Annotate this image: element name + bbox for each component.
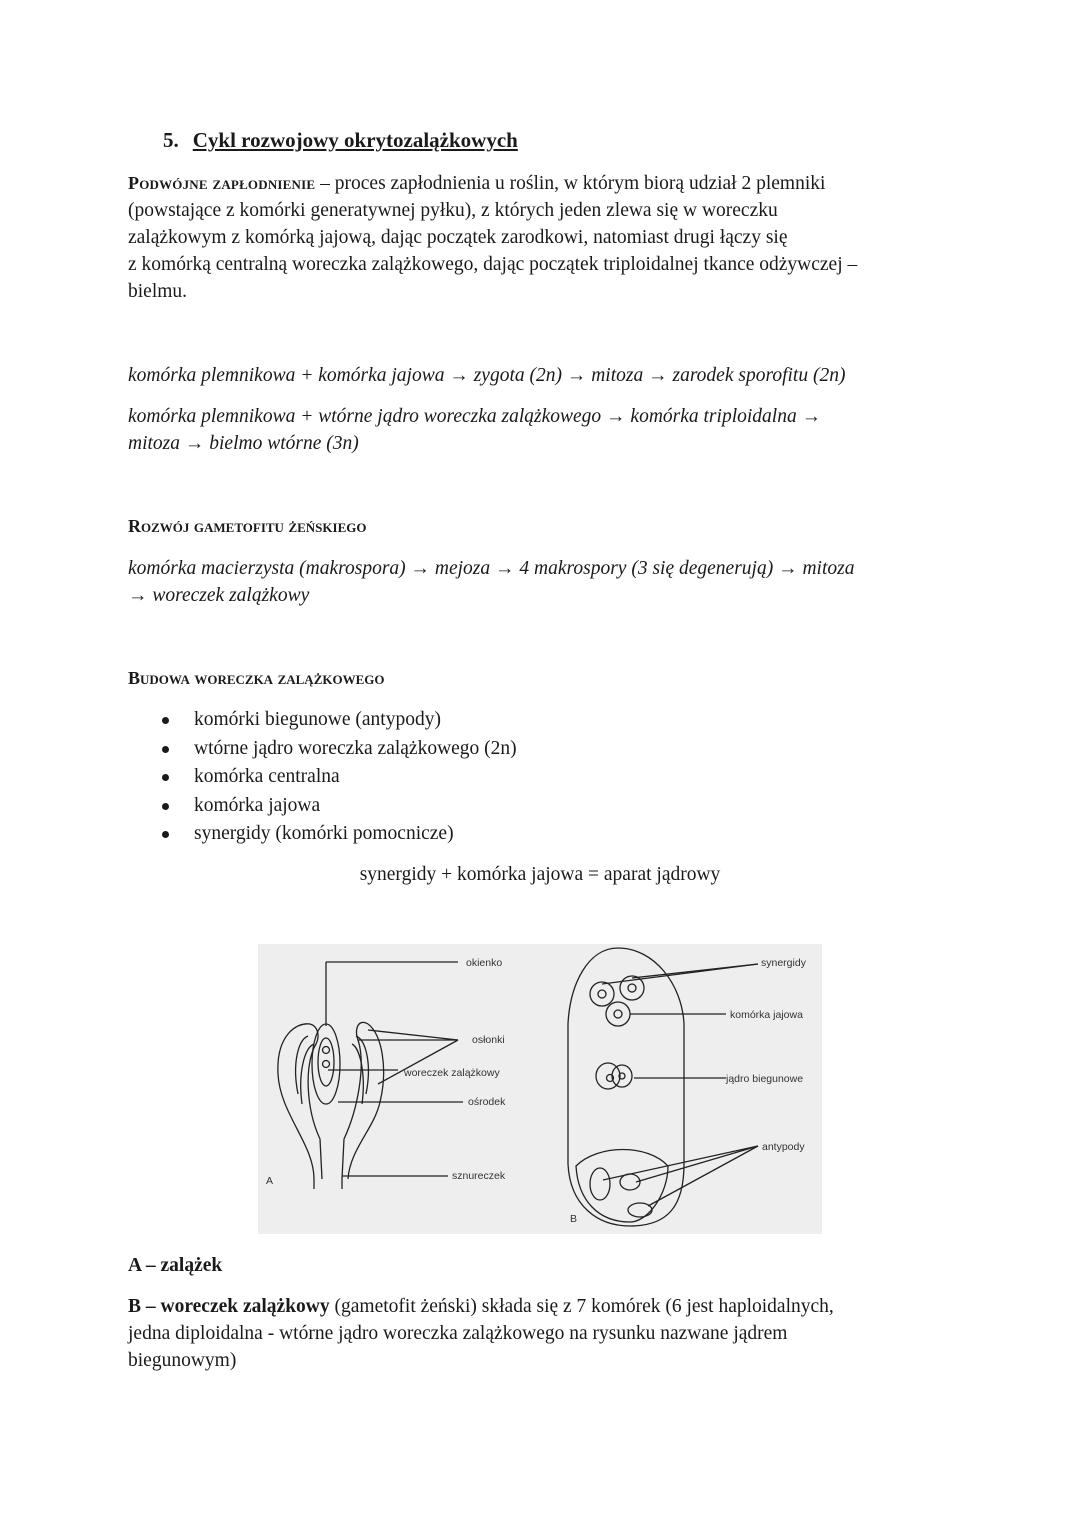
section-title-text: Cykl rozwojowy okrytozalążkowych — [192, 128, 518, 152]
inner-integument-left — [296, 1036, 314, 1104]
outer-integument-left — [278, 1024, 322, 1179]
caption-b-line-1: (gametofit żeński) składa się z 7 komórek (6 jest haploidalnych, — [334, 1296, 834, 1317]
label-oslonki: osłonki — [472, 1034, 505, 1046]
synergid-left — [590, 982, 614, 1006]
definition-line-1: – proces zapłodnienia u roślin, w którym biorą udział 2 plemniki — [320, 173, 826, 194]
label-komorka-jajowa: komórka jajowa — [730, 1009, 803, 1021]
female-gametophyte-line-2: → woreczek zalążkowy — [128, 585, 310, 606]
label-synergidy: synergidy — [761, 957, 806, 969]
nuclear-apparatus-equation: synergidy + komórka jajowa = aparat jądrowy — [359, 864, 721, 885]
section-title — [163, 128, 518, 153]
antypody-leader-1 — [603, 1146, 758, 1180]
caption-b — [128, 1293, 958, 1374]
caption-a — [128, 1252, 958, 1279]
ovule-figure — [258, 944, 822, 1234]
antipodal-cell-1 — [590, 1168, 610, 1200]
section-number: 5. — [163, 128, 179, 152]
list-item: komórka centralna — [150, 763, 517, 792]
ovule-diagram — [258, 944, 822, 1234]
embryo-sac-outline — [568, 948, 684, 1226]
label-jadro-biegunowe: jądro biegunowe — [726, 1073, 804, 1085]
double-fertilization-term: Podwójne zapłodnienie — [128, 173, 316, 193]
embryo-sac-heading: Budowa woreczka zalążkowego — [128, 668, 385, 688]
definition-line-4: z komórką centralną woreczka zalążkowego, dając początek triploidalnej tkance odżywczej – — [128, 254, 858, 275]
equation-zygote: komórka plemnikowa + komórka jajowa → zygota (2n) → mitoza → zarodek sporofitu (2n) — [128, 365, 846, 386]
definition-line-3: zalążkowym z komórką jajową, dając początek zarodkowi, natomiast drugi łączy się — [128, 227, 788, 248]
caption-b-term: B – woreczek zalążkowy — [128, 1296, 330, 1317]
egg-cell — [606, 1002, 630, 1026]
list-item: komórki biegunowe (antypody) — [150, 706, 517, 735]
list-item: synergidy (komórki pomocnicze) — [150, 820, 517, 849]
label-okienko: okienko — [466, 957, 503, 969]
equation-endosperm-line-1: komórka plemnikowa + wtórne jądro woreczka zalążkowego → komórka triploidalna → — [128, 406, 822, 427]
equation-endosperm-line-2: mitoza → bielmo wtórne (3n) — [128, 433, 359, 454]
label-sznureczek: sznureczek — [452, 1170, 506, 1182]
female-gametophyte-heading: Rozwój gametofitu żeńskiego — [128, 516, 367, 536]
label-antypody: antypody — [762, 1141, 805, 1153]
double-fertilization-paragraph — [128, 170, 958, 305]
label-osrodek: ośrodek — [468, 1096, 506, 1108]
caption-b-line-2: jedna diploidalna - wtórne jądro woreczka zalążkowego na rysunku nazwane jądrem — [128, 1323, 788, 1344]
female-gametophyte-development — [128, 555, 958, 609]
caption-a-term: A – zalążek — [128, 1255, 223, 1276]
list-item: komórka jajowa — [150, 792, 517, 821]
equation-endosperm — [128, 403, 958, 457]
definition-line-2: (powstające z komórki generatywnej pyłku), z których jeden zlewa się w woreczku — [128, 200, 778, 221]
caption-b-line-3: biegunowym) — [128, 1350, 237, 1371]
definition-line-5: bielmu. — [128, 281, 188, 302]
embryo-sac-list — [150, 706, 517, 849]
label-woreczek: woreczek zalążkowy — [404, 1067, 500, 1079]
nucellus — [312, 1024, 340, 1104]
label-letter-a: A — [266, 1175, 274, 1187]
label-letter-b: B — [570, 1213, 578, 1225]
embryo-sac-small — [318, 1038, 334, 1086]
list-item: wtórne jądro woreczka zalążkowego (2n) — [150, 735, 517, 764]
female-gametophyte-line-1: komórka macierzysta (makrospora) → mejoza → 4 makrospory (3 się degenerują) → mitoza — [128, 558, 855, 579]
polar-nucleus-2 — [612, 1065, 632, 1087]
